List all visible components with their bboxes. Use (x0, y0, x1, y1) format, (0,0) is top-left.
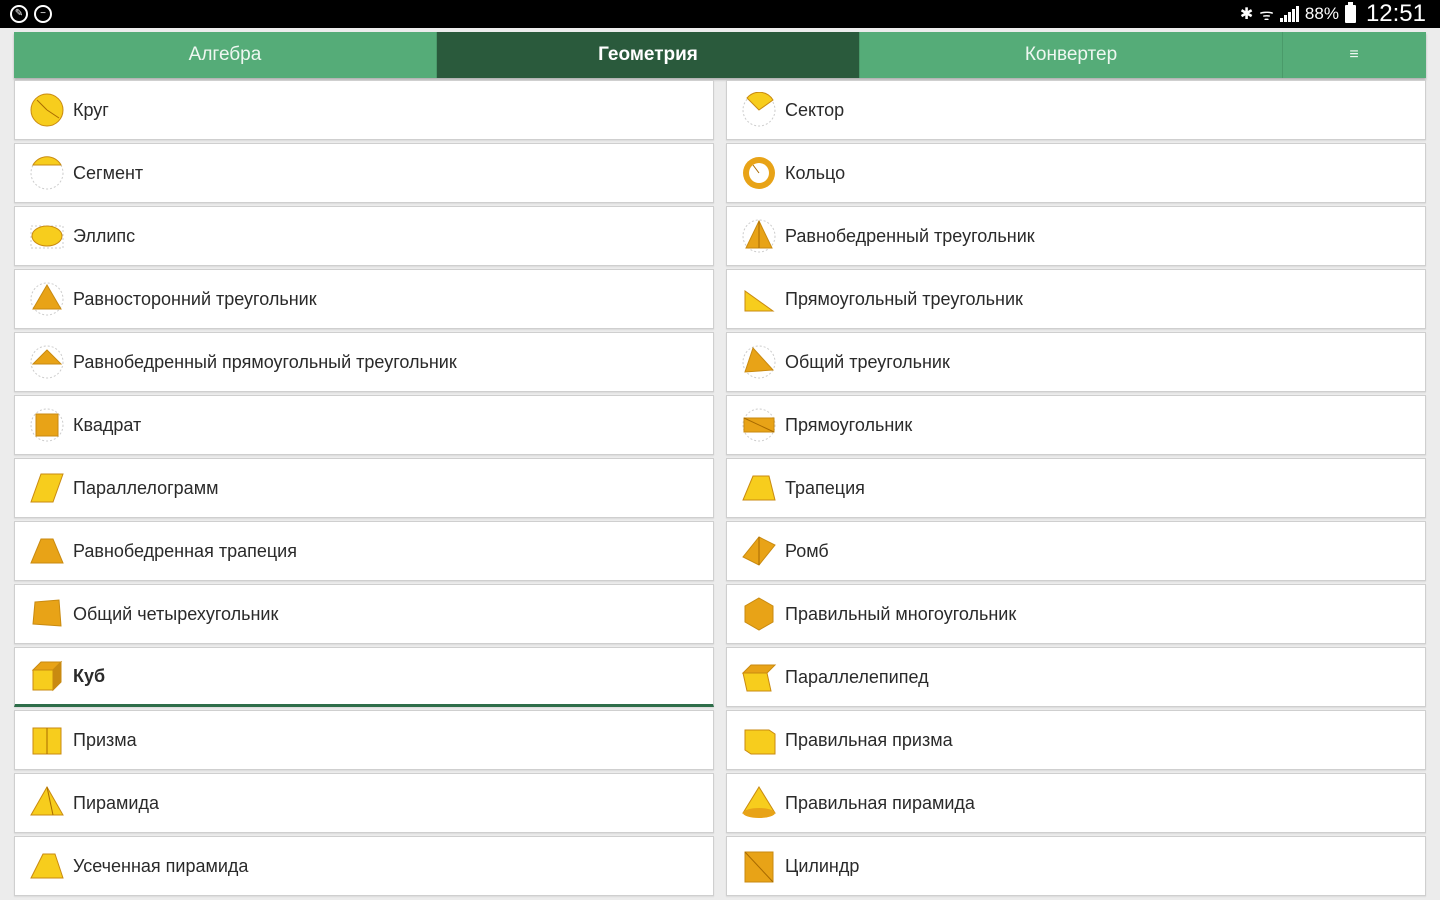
isosceles-trapezoid-icon (29, 533, 65, 569)
general-triangle-icon (741, 344, 777, 380)
shape-list-item[interactable] (726, 332, 1426, 392)
shape-list-item[interactable] (14, 80, 714, 140)
circle-icon (29, 92, 65, 128)
cylinder-icon (741, 848, 777, 884)
shape-list (14, 80, 1426, 896)
shape-list-item[interactable] (726, 521, 1426, 581)
square-icon (29, 407, 65, 443)
regular-polygon-icon (741, 596, 777, 632)
shape-list-item-label: Равнобедренный прямоугольный треугольник (73, 351, 457, 372)
truncated-pyramid-icon (29, 848, 65, 884)
shape-list-item-label: Равнобедренная трапеция (73, 540, 297, 561)
shape-list-item[interactable] (14, 269, 714, 329)
rhombus-icon (741, 533, 777, 569)
status-bar (0, 0, 1440, 28)
do-not-disturb-icon: − (34, 5, 52, 23)
shape-list-item-label: Правильная призма (785, 729, 953, 750)
shape-list-item[interactable] (14, 395, 714, 455)
regular-pyramid-icon (741, 785, 777, 821)
wifi-icon: ᯤ (1259, 7, 1274, 24)
shape-list-item-label: Пирамида (73, 792, 159, 813)
shape-list-item-label: Эллипс (73, 225, 136, 246)
shape-list-item[interactable] (14, 836, 714, 896)
shape-list-item[interactable] (14, 710, 714, 770)
shape-list-item-label: Куб (73, 665, 106, 686)
shape-list-item[interactable] (726, 647, 1426, 707)
sector-icon (741, 92, 777, 128)
shape-list-item-label: Равнобедренный треугольник (785, 225, 1035, 246)
shape-list-item-label: Трапеция (785, 477, 865, 498)
shape-list-item-label: Правильная пирамида (785, 792, 975, 813)
shape-list-item-label: Прямоугольный треугольник (785, 288, 1023, 309)
shape-list-item-label: Общий четырехугольник (73, 603, 279, 624)
shape-list-item[interactable] (14, 332, 714, 392)
ellipse-icon (29, 218, 65, 254)
shape-list-item-label: Сегмент (73, 162, 144, 183)
equilateral-triangle-icon (29, 281, 65, 317)
shape-list-item[interactable] (726, 206, 1426, 266)
prism-icon (29, 722, 65, 758)
shape-list-item-label: Усеченная пирамида (73, 855, 249, 876)
regular-prism-icon (741, 722, 777, 758)
shape-list-item-label: Ромб (785, 540, 829, 561)
shape-list-item-label: Круг (73, 99, 109, 120)
shape-list-item[interactable] (726, 773, 1426, 833)
shape-list-item-label: Кольцо (785, 162, 846, 183)
tab-algebra[interactable]: Алгебра (14, 32, 437, 78)
menu-icon[interactable]: ≡ (1349, 46, 1359, 63)
isosceles-triangle-icon (741, 218, 777, 254)
shape-list-item-label: Призма (73, 729, 137, 750)
parallelepiped-icon (741, 659, 777, 695)
tab-geometry[interactable]: Геометрия (437, 32, 860, 78)
shape-list-item[interactable] (14, 584, 714, 644)
signal-icon (1280, 6, 1299, 22)
shape-list-item-label: Параллелепипед (785, 666, 929, 687)
shape-list-item[interactable] (14, 521, 714, 581)
right-triangle-icon (741, 281, 777, 317)
shape-list-item[interactable] (726, 143, 1426, 203)
shape-list-item[interactable] (14, 647, 714, 707)
shape-list-item[interactable] (726, 395, 1426, 455)
battery-icon (1345, 5, 1356, 23)
shape-list-item-label: Квадрат (73, 414, 142, 435)
rectangle-icon (741, 407, 777, 443)
shape-list-item-label: Параллелограмм (73, 477, 219, 498)
clock: 12:51 (1365, 0, 1426, 27)
shape-list-item[interactable] (726, 458, 1426, 518)
ring-icon (741, 155, 777, 191)
pyramid-icon (29, 785, 65, 821)
shape-list-item[interactable] (726, 80, 1426, 140)
compass-icon: ✎ (10, 5, 28, 23)
shape-list-item[interactable] (726, 836, 1426, 896)
shape-list-item[interactable] (14, 143, 714, 203)
bluetooth-icon: ✱ (1239, 6, 1254, 23)
shape-list-item-label: Правильный многоугольник (785, 603, 1017, 624)
shape-list-item-label: Сектор (785, 99, 845, 120)
shape-list-item[interactable] (14, 206, 714, 266)
shape-list-item[interactable] (726, 584, 1426, 644)
segment-icon (29, 155, 65, 191)
tab-bar (14, 32, 1426, 78)
trapezoid-icon (741, 470, 777, 506)
tab-converter[interactable]: Конвертер (860, 32, 1283, 78)
shape-list-item-label: Равносторонний треугольник (73, 288, 317, 309)
isosceles-right-triangle-icon (29, 344, 65, 380)
shape-list-item[interactable] (726, 710, 1426, 770)
shape-list-item[interactable] (14, 773, 714, 833)
shape-list-item-label: Общий треугольник (785, 351, 950, 372)
battery-percent: 88% (1304, 4, 1339, 23)
shape-list-item-label: Цилиндр (785, 855, 860, 876)
status-bar-right (1240, 0, 1440, 28)
cube-icon (29, 658, 65, 694)
shape-list-item[interactable] (726, 269, 1426, 329)
quadrilateral-icon (29, 596, 65, 632)
shape-list-item[interactable] (14, 458, 714, 518)
shape-list-item-label: Прямоугольник (785, 414, 913, 435)
parallelogram-icon (29, 470, 65, 506)
status-bar-left (0, 5, 52, 23)
